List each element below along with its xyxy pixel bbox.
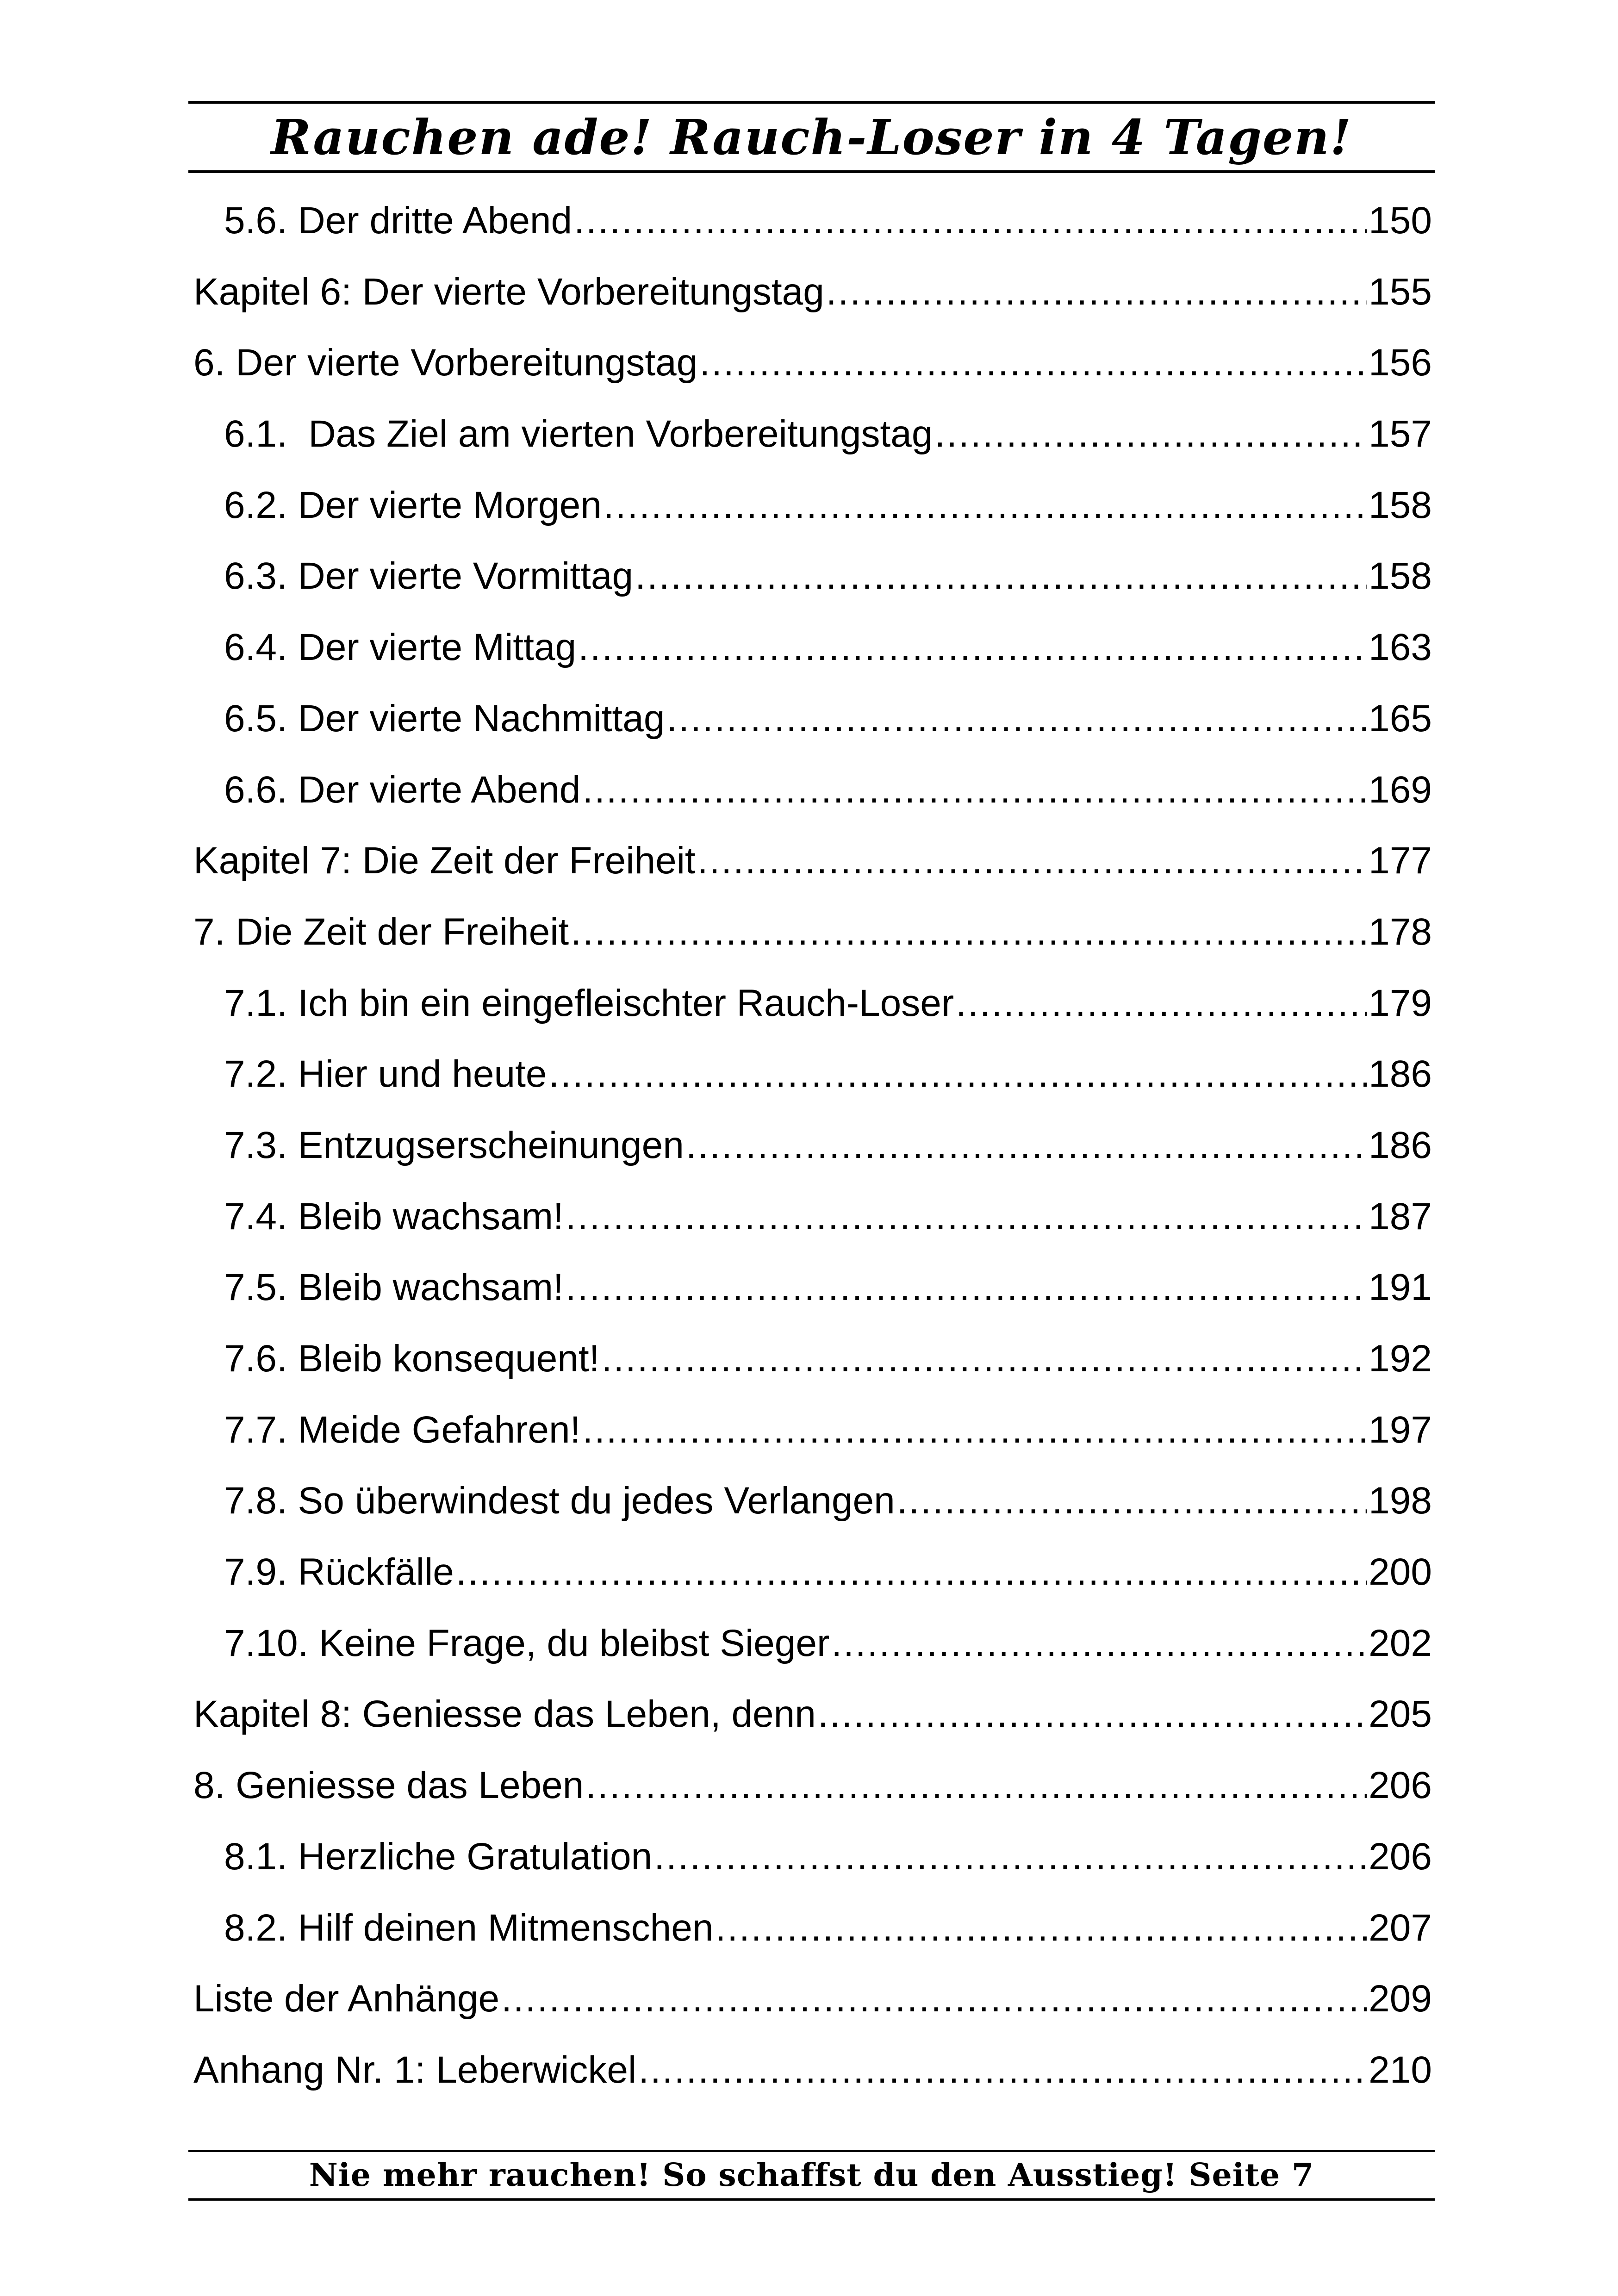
toc-entry[interactable] bbox=[193, 896, 1432, 968]
toc-entry[interactable] bbox=[193, 1679, 1432, 1750]
toc-entry-title: 7.7. Meide Gefahren! bbox=[224, 1408, 581, 1451]
toc-entry-title: 8.2. Hilf deinen Mitmenschen bbox=[224, 1906, 714, 1949]
toc-page-number: 187 bbox=[1369, 1195, 1432, 1238]
toc-entry[interactable] bbox=[193, 2035, 1432, 2106]
toc-page-number: 150 bbox=[1369, 199, 1432, 242]
toc-entry[interactable] bbox=[193, 1323, 1432, 1394]
toc-page-number: 186 bbox=[1369, 1053, 1432, 1095]
toc-entry[interactable] bbox=[193, 1039, 1432, 1110]
toc-entry[interactable] bbox=[193, 754, 1432, 826]
toc-entry[interactable] bbox=[193, 1963, 1432, 2035]
toc-entry-title: 7.8. So überwindest du jedes Verlangen bbox=[224, 1480, 895, 1522]
toc-dot-leader bbox=[578, 612, 1367, 683]
toc-dot-leader bbox=[601, 1323, 1367, 1394]
toc-page-number: 200 bbox=[1369, 1551, 1432, 1593]
toc-entry[interactable] bbox=[193, 256, 1432, 328]
toc-entry[interactable] bbox=[193, 1892, 1432, 1964]
page-header bbox=[188, 101, 1435, 173]
toc-entry[interactable] bbox=[193, 1181, 1432, 1252]
toc-page-number: 206 bbox=[1369, 1835, 1432, 1878]
toc-entry-title: Anhang Nr. 1: Leberwickel bbox=[193, 2048, 637, 2091]
toc-entry-title: 7.10. Keine Frage, du bleibst Sieger bbox=[224, 1622, 830, 1664]
toc-entry-title: 5.6. Der dritte Abend bbox=[224, 199, 573, 242]
toc-page-number: 207 bbox=[1369, 1906, 1432, 1949]
toc-page-number: 178 bbox=[1369, 910, 1432, 953]
toc-dot-leader bbox=[501, 1963, 1367, 2035]
toc-page-number: 158 bbox=[1369, 484, 1432, 526]
toc-entry-title: 7.1. Ich bin ein eingefleischter Rauch-Loser bbox=[224, 982, 954, 1024]
toc-dot-leader bbox=[831, 1608, 1367, 1679]
toc-page-number: 210 bbox=[1369, 2048, 1432, 2091]
toc-dot-leader bbox=[697, 825, 1367, 896]
toc-entry-title: 6.3. Der vierte Vormittag bbox=[224, 555, 634, 597]
toc-entry[interactable] bbox=[193, 470, 1432, 541]
toc-dot-leader bbox=[715, 1892, 1367, 1964]
toc-entry-title: 8. Geniesse das Leben bbox=[193, 1764, 584, 1807]
toc-page-number: 191 bbox=[1369, 1266, 1432, 1309]
toc-entry[interactable] bbox=[193, 968, 1432, 1039]
toc-entry[interactable] bbox=[193, 1608, 1432, 1679]
toc-dot-leader bbox=[897, 1465, 1367, 1537]
toc-page-number: 202 bbox=[1369, 1622, 1432, 1664]
page-footer bbox=[188, 2150, 1435, 2201]
toc-entry-title: 7.2. Hier und heute bbox=[224, 1053, 547, 1095]
toc-entry-title: Kapitel 7: Die Zeit der Freiheit bbox=[193, 840, 696, 882]
toc-entry-title: 7.3. Entzugserscheinungen bbox=[224, 1124, 684, 1166]
toc-dot-leader bbox=[654, 1821, 1367, 1892]
toc-dot-leader bbox=[686, 1110, 1367, 1181]
toc-entry[interactable] bbox=[193, 1465, 1432, 1537]
toc-dot-leader bbox=[574, 185, 1367, 256]
toc-page-number: 156 bbox=[1369, 342, 1432, 384]
toc-entry-title: 6. Der vierte Vorbereitungstag bbox=[193, 342, 698, 384]
toc-entry-title: 7.5. Bleib wachsam! bbox=[224, 1266, 564, 1309]
toc-dot-leader bbox=[638, 2035, 1367, 2106]
toc-page-number: 209 bbox=[1369, 1978, 1432, 2020]
toc-entry-title: 7.9. Rückfälle bbox=[224, 1551, 454, 1593]
toc-entry[interactable] bbox=[193, 1110, 1432, 1181]
toc-dot-leader bbox=[699, 327, 1367, 398]
toc-entry[interactable] bbox=[193, 825, 1432, 896]
footer-text: Nie mehr rauchen! So schaffst du den Ausstieg! Seite 7 bbox=[309, 2157, 1314, 2194]
toc-page-number: 169 bbox=[1369, 768, 1432, 811]
toc-entry-title: 8.1. Herzliche Gratulation bbox=[224, 1835, 653, 1878]
toc-dot-leader bbox=[582, 754, 1367, 826]
toc-dot-leader bbox=[635, 541, 1367, 612]
table-of-contents bbox=[193, 185, 1432, 2106]
toc-dot-leader bbox=[934, 398, 1367, 470]
toc-page-number: 165 bbox=[1369, 697, 1432, 740]
toc-page-number: 177 bbox=[1369, 840, 1432, 882]
toc-page-number: 197 bbox=[1369, 1408, 1432, 1451]
toc-page-number: 198 bbox=[1369, 1480, 1432, 1522]
toc-dot-leader bbox=[667, 683, 1367, 754]
toc-dot-leader bbox=[818, 1679, 1367, 1750]
toc-page-number: 163 bbox=[1369, 626, 1432, 669]
toc-page-number: 206 bbox=[1369, 1764, 1432, 1807]
toc-entry-title: 6.4. Der vierte Mittag bbox=[224, 626, 577, 669]
toc-dot-leader bbox=[548, 1039, 1367, 1110]
toc-dot-leader bbox=[571, 896, 1367, 968]
toc-entry[interactable] bbox=[193, 1537, 1432, 1608]
toc-entry-title: Kapitel 8: Geniesse das Leben, denn bbox=[193, 1693, 816, 1736]
toc-dot-leader bbox=[566, 1252, 1367, 1323]
toc-dot-leader bbox=[956, 968, 1367, 1039]
toc-entry-title: Liste der Anhänge bbox=[193, 1978, 500, 2020]
toc-entry[interactable] bbox=[193, 327, 1432, 398]
toc-entry-title: 6.2. Der vierte Morgen bbox=[224, 484, 602, 526]
toc-dot-leader bbox=[604, 470, 1367, 541]
toc-entry[interactable] bbox=[193, 541, 1432, 612]
toc-page-number: 186 bbox=[1369, 1124, 1432, 1166]
toc-page-number: 205 bbox=[1369, 1693, 1432, 1736]
toc-entry[interactable] bbox=[193, 185, 1432, 256]
toc-entry[interactable] bbox=[193, 1821, 1432, 1892]
toc-dot-leader bbox=[585, 1750, 1367, 1821]
book-title: Rauchen ade! Rauch-Loser in 4 Tagen! bbox=[271, 108, 1352, 166]
toc-entry[interactable] bbox=[193, 1394, 1432, 1466]
toc-entry[interactable] bbox=[193, 683, 1432, 754]
toc-entry-title: 6.1. Das Ziel am vierten Vorbereitungstag bbox=[224, 413, 933, 455]
toc-dot-leader bbox=[582, 1394, 1367, 1466]
toc-entry-title: 7. Die Zeit der Freiheit bbox=[193, 910, 569, 953]
toc-dot-leader bbox=[566, 1181, 1367, 1252]
toc-page-number: 192 bbox=[1369, 1338, 1432, 1380]
toc-entry-title: 7.6. Bleib konsequent! bbox=[224, 1338, 600, 1380]
toc-entry-title: 6.6. Der vierte Abend bbox=[224, 768, 581, 811]
toc-page-number: 179 bbox=[1369, 982, 1432, 1024]
toc-entry[interactable] bbox=[193, 1750, 1432, 1821]
toc-dot-leader bbox=[456, 1537, 1367, 1608]
toc-entry-title: 7.4. Bleib wachsam! bbox=[224, 1195, 564, 1238]
toc-page-number: 155 bbox=[1369, 270, 1432, 313]
toc-entry[interactable] bbox=[193, 398, 1432, 470]
toc-entry-title: 6.5. Der vierte Nachmittag bbox=[224, 697, 665, 740]
toc-entry[interactable] bbox=[193, 612, 1432, 683]
toc-page-number: 157 bbox=[1369, 413, 1432, 455]
toc-entry[interactable] bbox=[193, 1252, 1432, 1323]
toc-page-number: 158 bbox=[1369, 555, 1432, 597]
toc-entry-title: Kapitel 6: Der vierte Vorbereitungstag bbox=[193, 270, 824, 313]
toc-dot-leader bbox=[826, 256, 1367, 328]
